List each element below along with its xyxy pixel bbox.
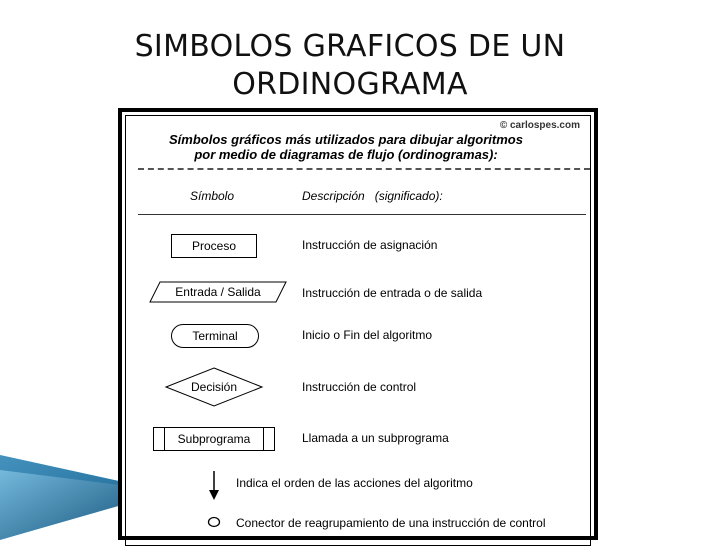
figure-heading-line2: por medio de diagramas de flujo (ordinogramas): bbox=[194, 147, 498, 162]
decision-diamond-symbol bbox=[164, 366, 264, 408]
figure-heading bbox=[156, 132, 536, 162]
divider-dashed bbox=[138, 168, 590, 170]
figure-inner-frame bbox=[125, 115, 591, 546]
ordinogram-symbols-figure bbox=[118, 108, 598, 540]
slide-title-line2: ORDINOGRAMA bbox=[232, 67, 468, 102]
description-conector: Conector de reagrupamiento de una instrucción de control bbox=[236, 516, 546, 530]
connector-circle-icon bbox=[207, 516, 221, 528]
description-flecha: Indica el orden de las acciones del algoritmo bbox=[236, 476, 473, 490]
subprogram-symbol bbox=[153, 427, 275, 451]
input-output-parallelogram-symbol bbox=[148, 278, 288, 306]
slide-title-line1: SIMBOLOS GRAFICOS DE UN bbox=[134, 29, 566, 64]
symbol-label-decision: Decisión bbox=[190, 380, 238, 394]
copyright-text: © carlospes.com bbox=[499, 120, 580, 131]
column-header-description: Descripción (significado): bbox=[302, 189, 443, 203]
figure-heading-line1: Símbolos gráficos más utilizados para dibujar algoritmos bbox=[169, 132, 523, 147]
description-entrada-salida: Instrucción de entrada o de salida bbox=[302, 286, 483, 300]
description-subprograma: Llamada a un subprograma bbox=[302, 431, 449, 445]
arrow-down-icon bbox=[206, 471, 222, 501]
symbol-label-entrada-salida: Entrada / Salida bbox=[175, 285, 261, 299]
slide-title bbox=[100, 28, 600, 104]
symbol-label-terminal: Terminal bbox=[192, 329, 238, 343]
description-terminal: Inicio o Fin del algoritmo bbox=[302, 328, 433, 342]
terminal-rounded-symbol bbox=[171, 324, 259, 348]
description-decision: Instrucción de control bbox=[302, 380, 417, 394]
process-rectangle-symbol bbox=[171, 234, 257, 258]
divider-solid bbox=[138, 214, 586, 215]
column-header-symbol: Símbolo bbox=[190, 189, 235, 203]
symbol-label-proceso: Proceso bbox=[191, 239, 237, 253]
symbol-label-subprograma: Subprograma bbox=[177, 432, 251, 446]
description-proceso: Instrucción de asignación bbox=[302, 238, 438, 252]
